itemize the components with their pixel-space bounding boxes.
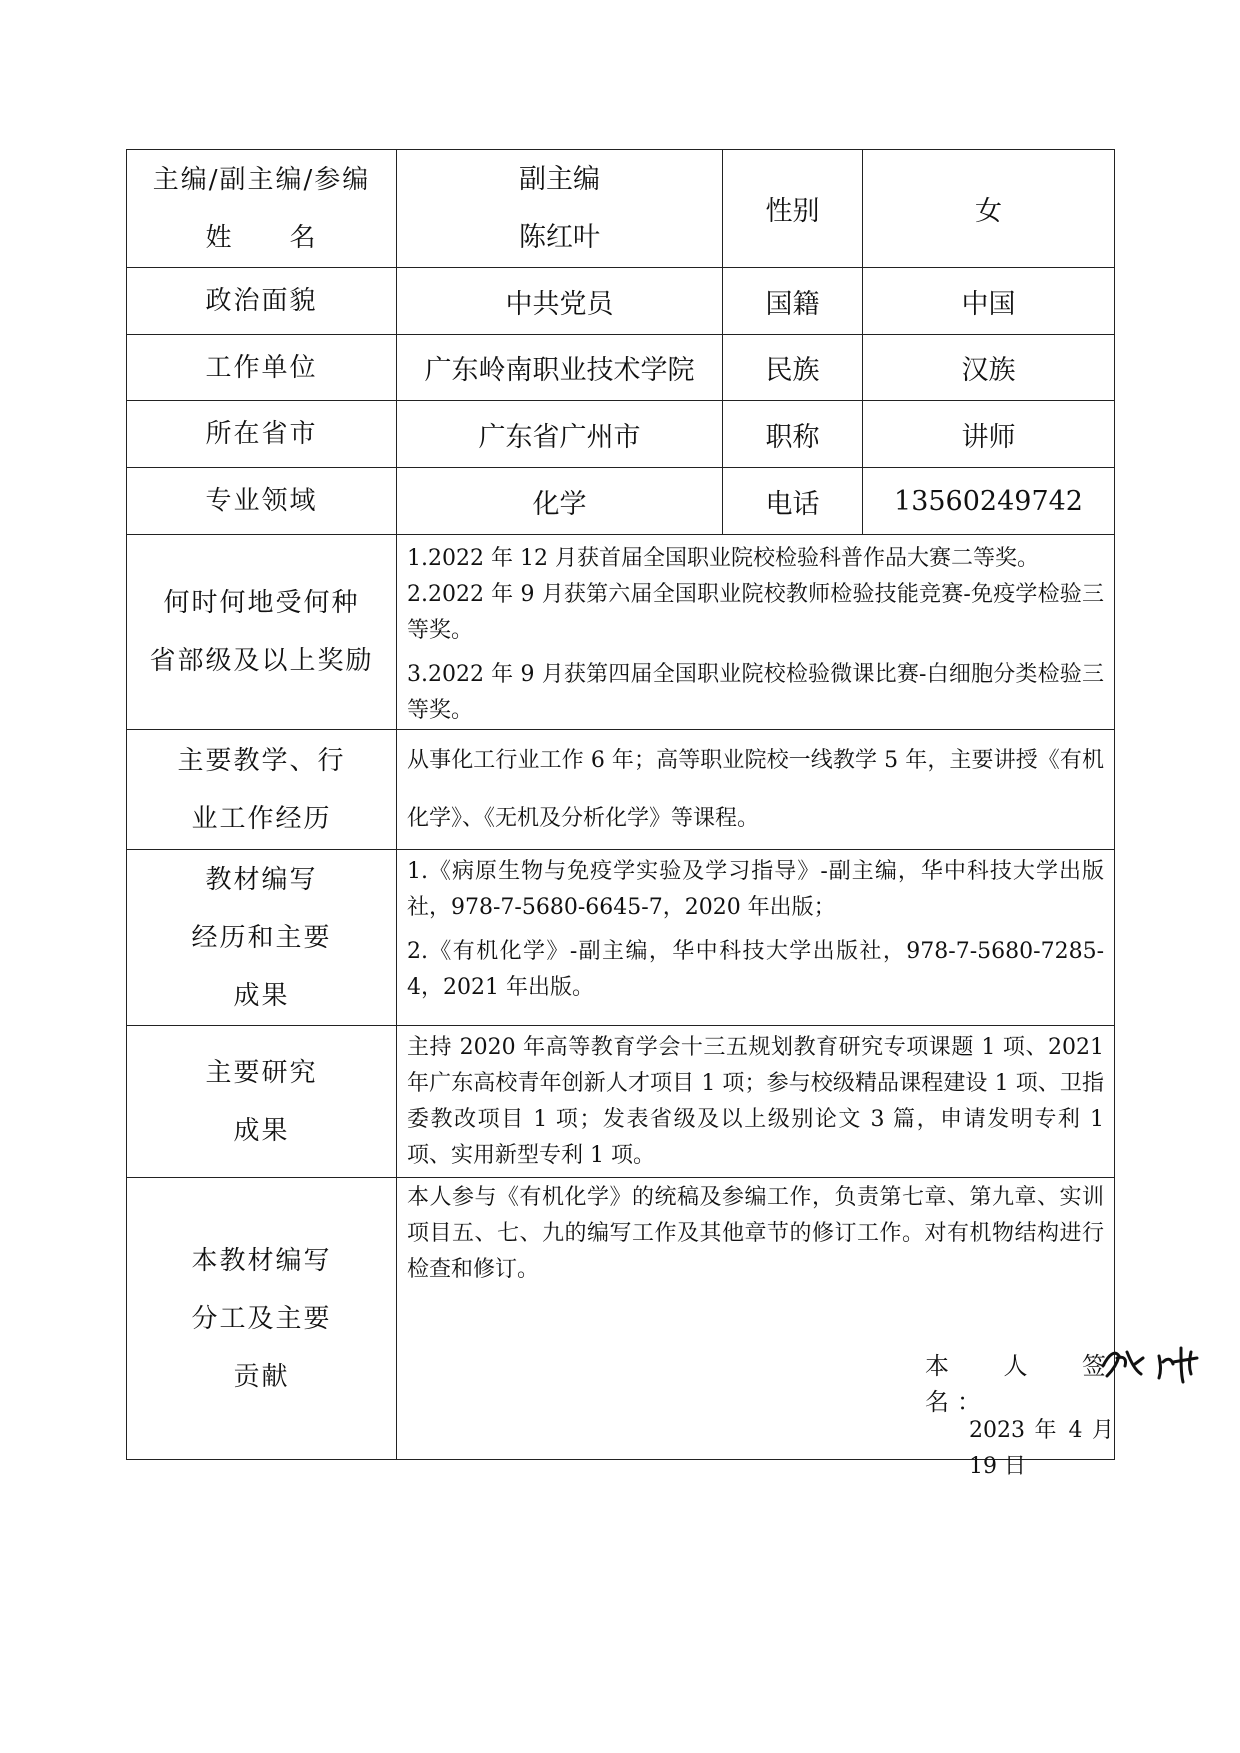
political-status-value: 中共党员 [397, 268, 723, 335]
role-name-value [397, 150, 723, 268]
awards-content [397, 535, 1115, 730]
role-value: 副主编 [519, 163, 600, 195]
gender-value: 女 [863, 150, 1115, 268]
textbooks-label-line: 教材编写 [205, 864, 318, 895]
title-label: 职称 [723, 401, 863, 468]
nationality-label: 国籍 [723, 268, 863, 335]
research-label [127, 1026, 397, 1178]
political-status-label: 政治面貌 [127, 268, 397, 335]
contribution-label-line: 本教材编写 [191, 1245, 332, 1276]
contribution-text: 本人参与《有机化学》的统稿及参编工作，负责第七章、第九章、实训项目五、七、九的编写工作及其他章节的修订工作。对有机物结构进行检查和修订。 [407, 1185, 1104, 1282]
signature-date: 2023 年 4 月 19 日 [969, 1418, 1114, 1479]
table-row [127, 335, 1115, 401]
profile-form [126, 149, 1114, 1479]
name-value: 陈红叶 [519, 221, 600, 253]
contribution-label-line: 贡献 [233, 1361, 290, 1392]
awards-label-line: 省部级及以上奖励 [149, 646, 374, 676]
award-item: 2.2022 年 9 月获第六届全国职业院校教师检验技能竞赛-免疫学检验三等奖。 [407, 582, 1104, 643]
name-label: 姓 名 [205, 222, 318, 253]
ethnicity-label: 民族 [723, 335, 863, 401]
ethnicity-value: 汉族 [863, 335, 1115, 401]
textbook-item: 1.《病原生物与免疫学实验及学习指导》-副主编，华中科技大学出版社，978-7-5680-6645-7，2020 年出版； [407, 859, 1104, 920]
signature-label: 本 人 签 名： [925, 1352, 1114, 1416]
research-content [397, 1026, 1115, 1178]
textbook-item: 2.《有机化学》-副主编，华中科技大学出版社，978-7-5680-7285-4，2021 年出版。 [407, 939, 1104, 1000]
nationality-value: 中国 [863, 268, 1115, 335]
textbooks-label-line: 经历和主要 [191, 922, 332, 953]
role-name-label [127, 150, 397, 268]
contribution-content [397, 1178, 1115, 1479]
location-label: 所在省市 [127, 401, 397, 468]
employer-value: 广东岭南职业技术学院 [397, 335, 723, 401]
field-value: 化学 [397, 468, 723, 535]
role-label: 主编/副主编/参编 [152, 164, 371, 195]
location-value: 广东省广州市 [397, 401, 723, 468]
award-item: 3.2022 年 9 月获第四届全国职业院校检验微课比赛-白细胞分类检验三等奖。 [407, 662, 1104, 723]
experience-label-line: 主要教学、行 [177, 745, 346, 776]
table-row [127, 268, 1115, 335]
experience-text: 从事化工行业工作 6 年；高等职业院校一线教学 5 年，主要讲授《有机化学》、《无机及分析化学》等课程。 [407, 747, 1104, 831]
table-row [127, 401, 1115, 468]
textbooks-content [397, 850, 1115, 1026]
table-row [127, 1178, 1115, 1460]
employer-label: 工作单位 [127, 335, 397, 401]
phone-value: 13560249742 [863, 468, 1115, 535]
table-row [127, 468, 1115, 535]
research-label-line: 成果 [233, 1115, 290, 1146]
table-row [127, 150, 1115, 268]
handwritten-signature [1097, 1336, 1217, 1386]
experience-label-line: 业工作经历 [191, 803, 332, 834]
experience-content [397, 730, 1115, 850]
table-row [127, 730, 1115, 850]
profile-table [126, 149, 1115, 1479]
table-row [127, 1026, 1115, 1178]
gender-label: 性别 [723, 150, 863, 268]
research-text: 主持 2020 年高等教育学会十三五规划教育研究专项课题 1 项、2021 年广东高校青年创新人才项目 1 项；参与校级精品课程建设 1 项、卫指委教改项目 1 项；发表省级及以上级别论文 3 篇，申请发明专利 1 项、实用新型专利 1 项。 [407, 1034, 1104, 1168]
table-row [127, 850, 1115, 1026]
awards-label-line: 何时何地受何种 [163, 588, 360, 618]
phone-label: 电话 [723, 468, 863, 535]
contribution-label-line: 分工及主要 [191, 1303, 332, 1334]
contribution-label [127, 1178, 397, 1460]
title-value: 讲师 [863, 401, 1115, 468]
field-label: 专业领域 [127, 468, 397, 535]
research-label-line: 主要研究 [205, 1057, 318, 1088]
table-row [127, 535, 1115, 730]
experience-label [127, 730, 397, 850]
textbooks-label [127, 850, 397, 1026]
award-item: 1.2022 年 12 月获首届全国职业院校检验科普作品大赛二等奖。 [407, 546, 1039, 571]
awards-label [127, 535, 397, 730]
textbooks-label-line: 成果 [233, 980, 290, 1011]
